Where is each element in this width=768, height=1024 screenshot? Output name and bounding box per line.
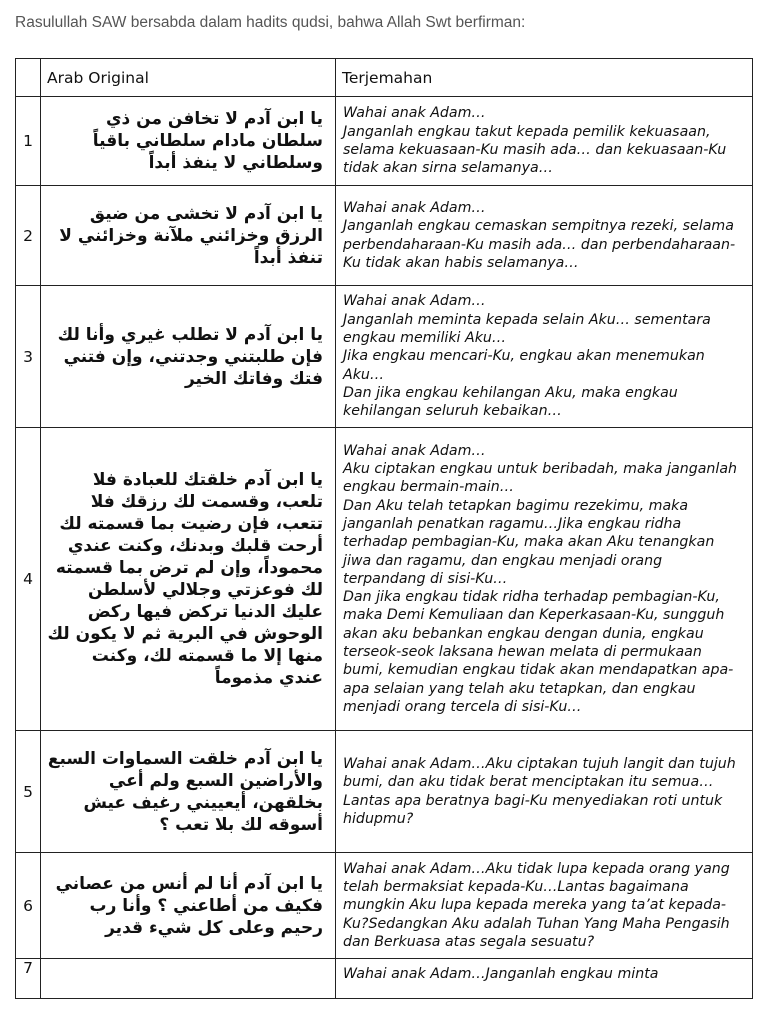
header-translation: Terjemahan [336, 59, 753, 97]
hadits-table [15, 58, 753, 999]
translation-line: Janganlah meminta kepada selain Aku… sementara engkau memiliki Aku… [343, 311, 711, 347]
row-number: 7 [16, 959, 41, 999]
row-number: 1 [16, 97, 41, 186]
table-row [16, 97, 753, 186]
translation-line: Wahai anak Adam… [343, 105, 486, 122]
row-number: 3 [16, 286, 41, 428]
translation-line: Dan jika engkau tidak ridha terhadap pembagian-Ku, maka Demi Kemuliaan dan Keperkasaan-Ku, sungguh akan aku bebankan engkau dengan dunia, engkau terseok-seok laksana hewan melata di permukaan bumi, kemudian engkau tidak akan mendapatkan apa-apa selaian yang telah aku tetapkan, dan engkau menjadi orang tercela di sisi-Ku… [343, 589, 734, 715]
row-number: 2 [16, 186, 41, 286]
translation-line: Janganlah engkau takut kepada pemilik kekuasaan, selama kekuasaan-Ku masih ada… dan kekuasaan-Ku tidak akan sirna selamanya… [343, 123, 727, 177]
translation-text [336, 286, 753, 428]
header-arabic: Arab Original [41, 59, 336, 97]
translation-line: Aku ciptakan engkau untuk beribadah, maka janganlah engkau bermain-main… [343, 461, 738, 496]
translation-text [336, 428, 753, 731]
table-row [16, 428, 753, 731]
table-header-row [16, 59, 753, 97]
translation-text [336, 186, 753, 286]
arabic-text: يا ابن آدم لا تطلب غيري وأنا لك فإن طلبتني وجدتني، وإن فتني فتك وفاتك الخير [41, 286, 336, 428]
translation-line: Wahai anak Adam…Aku tidak lupa kepada orang yang telah bermaksiat kepada-Ku…Lantas bagaimana mungkin Aku lupa kepada mereka yang ta’at kepada-Ku?Sedangkan Aku adalah Tuhan Yang Maha Pengasih dan Berkuasa atas segala sesuatu? [343, 860, 730, 950]
arabic-text: يا ابن آدم أنا لم أنس من عصاني فكيف من أطاعني ؟ وأنا رب رحيم وعلى كل شيء قدير [41, 853, 336, 959]
translation-text [336, 97, 753, 186]
translation-line: Wahai anak Adam…Aku ciptakan tujuh langit dan tujuh bumi, dan aku tidak berat menciptakan itu semua…Lantas apa beratnya bagi-Ku menyediakan roti untuk hidupmu? [343, 755, 736, 827]
translation-line: Jika engkau mencari-Ku, engkau akan menemukan Aku… [343, 348, 705, 383]
table-row [16, 286, 753, 428]
table-row [16, 186, 753, 286]
translation-line: Dan Aku telah tetapkan bagimu rezekimu, maka janganlah penatkan ragamu…Jika engkau ridha terhadap pembagian-Ku, maka akan Aku tenangkan jiwa dan ragamu, dan engkau menjadi orang terpandang di sisi-Ku… [343, 497, 715, 587]
translation-text [336, 959, 753, 999]
table-row [16, 959, 753, 999]
row-number: 4 [16, 428, 41, 731]
row-number: 6 [16, 853, 41, 959]
translation-line: Dan jika engkau kehilangan Aku, maka engkau kehilangan seluruh kebaikan… [343, 384, 678, 420]
arabic-text: يا ابن آدم لا تخافن من ذي سلطان مادام سلطاني باقياً وسلطاني لا ينفذ أبداً [41, 97, 336, 186]
header-number [16, 59, 41, 97]
translation-line: Wahai anak Adam… [343, 199, 486, 216]
translation-line: Wahai anak Adam…Janganlah engkau minta [343, 966, 659, 982]
arabic-text: يا ابن آدم خلقتك للعبادة فلا تلعب، وقسمت لك رزقك فلا تتعب، فإن رضيت بما قسمته لك أرحت قلبك وبدنك، وكنت عندي محموداً، وإن لم ترض بما قسمته لك فوعزتي وجلالي لأسلطن عليك الدنيا تركض فيها ركض الوحوش في البرية ثم لا يكون لك منها إلا ما قسمته لك، وكنت عندي مذموماً [41, 428, 336, 731]
intro-text: Rasulullah SAW bersabda dalam hadits qudsi, bahwa Allah Swt berfirman: [15, 14, 526, 31]
translation-text [336, 731, 753, 853]
arabic-text [41, 959, 336, 999]
translation-text [336, 853, 753, 959]
translation-line: Wahai anak Adam… [343, 442, 486, 459]
arabic-text: يا ابن آدم لا تخشى من ضيق الرزق وخزائني ملآنة وخزائني لا تنفذ أبداً [41, 186, 336, 286]
row-number: 5 [16, 731, 41, 853]
arabic-text: يا ابن آدم خلقت السماوات السبع والأراضين السبع ولم أعي بخلقهن، أيعييني رغيف عيش أسوقه لك بلا تعب ؟ [41, 731, 336, 853]
translation-line: Janganlah engkau cemaskan sempitnya rezeki, selama perbendaharaan-Ku masih ada… dan perbendaharaan-Ku tidak akan habis selamanya… [343, 218, 736, 271]
table-row [16, 731, 753, 853]
translation-line: Wahai anak Adam… [343, 293, 486, 310]
table-row [16, 853, 753, 959]
